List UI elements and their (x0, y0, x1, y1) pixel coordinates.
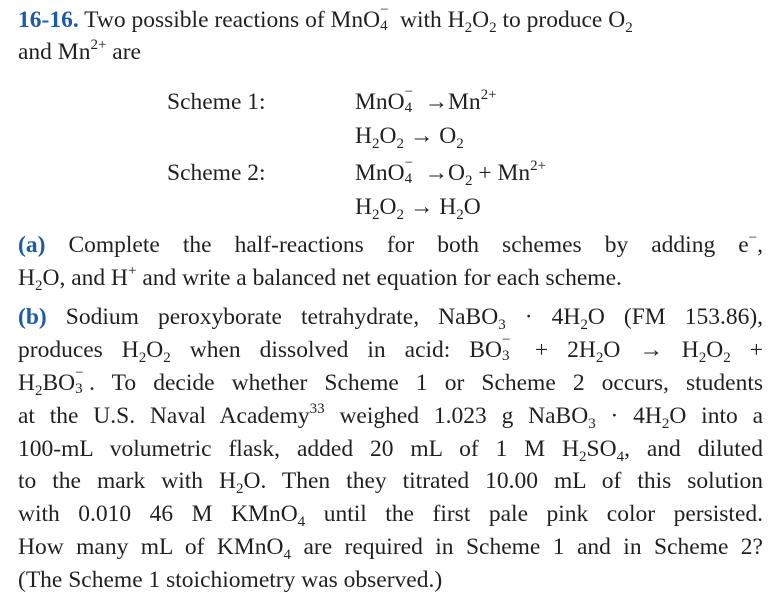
part-b-label: (b) (18, 304, 47, 330)
scheme1-equation2: $H_2O_2 \to O_2$ (355, 123, 464, 152)
scheme2-equation2: $H_2O_2 \to H_2O$ (355, 194, 481, 223)
problem-header-line2: and $Mn^{2+}$ are (18, 37, 141, 65)
part-a-label: (a) (18, 232, 46, 258)
scheme2-equation1: MnO − 4 $\to O_2 + Mn^{2+}$ (355, 155, 547, 189)
scheme1-equation1: MnO − 4 $\to Mn^{2+}$ (355, 84, 497, 116)
problem-number: 16-16. (18, 7, 79, 33)
part-a-line1: (a) Complete the half-reactions for both schemes by adding e−, (18, 230, 764, 258)
part-b-line8: How many mL of KMnO$_4$ are required in Scheme 1 and in Scheme 2? (18, 534, 763, 563)
footnote-ref: 33 (309, 401, 325, 417)
part-b-line6: to the mark with $H_2O$. Then they titrated 10.00 mL of this solution (18, 468, 763, 497)
part-b-line9: (The Scheme 1 stoichiometry was observed.) (18, 567, 443, 593)
problem-intro: Two possible reactions of MnO − 4 with $H_2O_2$ to produce $O_2$ (84, 2, 633, 36)
part-b-line3: $H_2BO$ − 3 . To decide whether Scheme 1 or Scheme 2 occurs, students (18, 365, 763, 399)
scheme1-label: Scheme 1: (167, 89, 266, 115)
part-b-line7: with 0.010 46 M KMnO$_4$ until the first pale pink color persisted. (18, 501, 764, 530)
part-b-line2: produces $H_2O_2$ when dissolved in acid: BO − 3 + $2H_2O \to H_2O_2$ + (18, 332, 764, 366)
part-b-line1: (b) Sodium peroxyborate tetrahydrate, NaBO$_3$ · $4H_2O$ (FM 153.86), (18, 304, 764, 333)
scheme2-label: Scheme 2: (167, 160, 266, 186)
part-a-line2: $H_2O$, and H+ and write a balanced net equation for each scheme. (18, 263, 622, 294)
problem-header-line1 (18, 2, 633, 36)
part-b-line4: at the U.S. Naval Academy$^{33}$ weighed 1.023 g NaBO$_3$ · $4H_2O$ into a (18, 401, 763, 432)
part-b-line5: 100-mL volumetric flask, added 20 mL of 1 M $H_2SO_4$, and diluted (18, 436, 763, 465)
